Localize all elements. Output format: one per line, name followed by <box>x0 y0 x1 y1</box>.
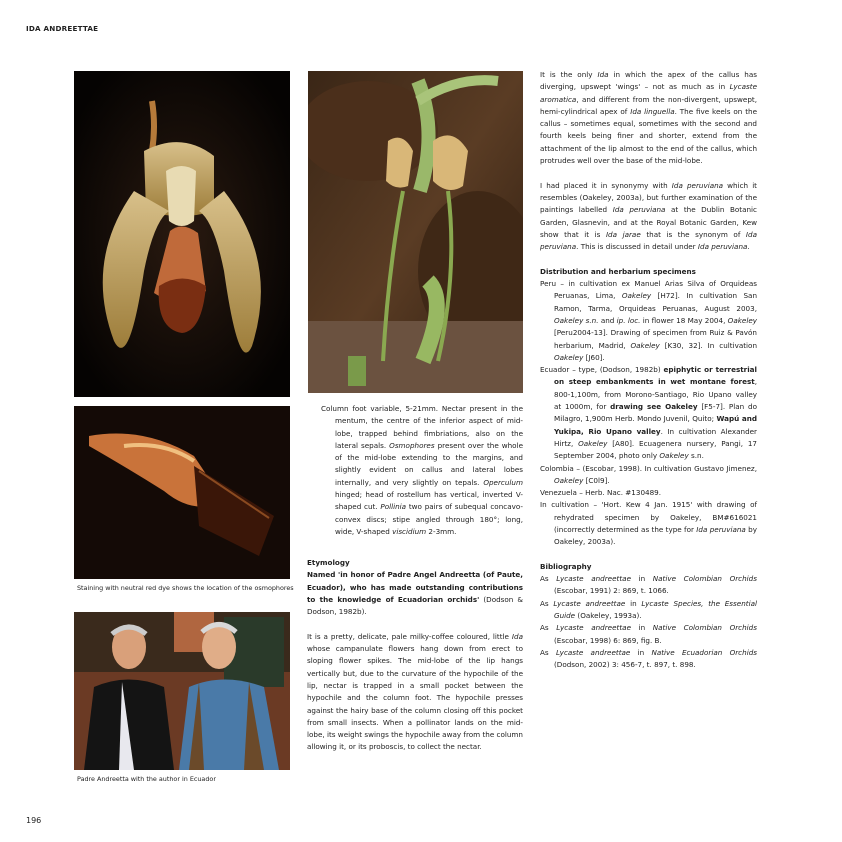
bibliography-entry: As Lycaste andreettae in Lycaste Species, the Essential Guide (Oakeley, 1993a). <box>540 598 757 621</box>
distribution-peru: Peru – in cultivation ex Manuel Arias Silva of Orquideas Peruanas, Lima, Oakeley [H72]. In cultivation San Ramon, Tarma, Orquideas Peruanas, August 2003, Oakeley s.n. and ip. loc. in flower 18 May 2004, Oakeley [Peru2004-13]. Drawing of specimen from Ruiz & Pavón herbarium, Madrid, Oakeley [K30, 32]. In cultivation Oakeley [J60]. <box>540 279 757 362</box>
distribution-cultivation: In cultivation – 'Hort. Kew 4 Jan. 1915' with drawing of rehydrated specimen by Oakeley, BM#616021 (incorrectly determined as the type for Ida peruviana by Oakeley, 2003a). <box>540 500 757 547</box>
bibliography-entry: As Lycaste andreettae in Native Colombian Orchids (Escobar, 1991) 2: 869, t. 1066. <box>540 574 757 596</box>
flower-closeup-photo <box>74 71 290 397</box>
bibliography-heading: Bibliography <box>540 561 592 571</box>
people-caption: Padre Andreetta with the author in Ecuador <box>77 775 216 783</box>
middle-column <box>321 403 523 538</box>
distribution-colombia: Colombia – (Escobar, 1998). In cultivation Gustavo Jimenez, Oakeley [C0l9]. <box>540 463 757 485</box>
general-description: It is a pretty, delicate, pale milky-coffee coloured, little Ida whose campanulate flowers hang down from erect to sloping flower spikes. The mid-lobe of the lip hangs vertically but, due to the curvature of the hypochile of the lip, nectar is trapped in a small pocket between the hypochile and the column foot. The hypochile presses against the hairy base of the column closing off this pocket from small insects. When a pollinator lands on the mid-lobe, its weight swings the hypochile away from the column allowing it, or its proboscis, to collect the nectar. <box>307 631 523 752</box>
bibliography-entry: As Lycaste andreettae in Native Ecuadorian Orchids (Dodson, 2002) 3: 456-7, t. 897, t. 898. <box>540 647 757 670</box>
page-number: 196 <box>26 816 42 825</box>
column-description: Column foot variable, 5-21mm. Nectar present in the mentum, the centre of the inferior aspect of mid-lobe, trapped behind fimbriations, also on the lateral sepals. Osmophores present over the whole of the mid-lobe extending to the margins, and slightly evident on callus and lateral lobes internally, and very slightly on tepals. Operculum hinged; head of rostellum has vertical, inverted V-shaped cut. Pollinia two pairs of subequal concavo-convex discs; stipe angled through 180°; long, wide, V-shaped viscidium 2-3mm. <box>321 404 523 536</box>
bibliography-entry: As Lycaste andreettae in Native Colombian Orchids (Escobar, 1998) 6: 869, fig. B. <box>540 623 757 645</box>
synonymy-paragraph: I had placed it in synonymy with Ida peruviana which it resembles (Oakeley, 2003a), but further examination of the paintings labelled Ida peruviana at the Dublin Botanic Garden, Glasnevin, and at the Royal Botanic Garden, Kew show that it is Ida jarae that is the synonym of Ida peruviana. This is discussed in detail under Ida peruviana. <box>540 180 758 252</box>
distribution-ecuador: Ecuador – type, (Dodson, 1982b) epiphytic or terrestrial on steep embankments in wet montane forest, 800-1,100m, from Morono-Santiago, Rio Upano valley at 1000m, for drawing see Oakeley [F5-7]. Plan do Milagro, 1,900m Herb. Mondo Juvenil, Quito; Wapú and Yukipa, Rio Upano valley. In cultivation Alexander Hirtz, Oakeley [A80]. Ecuagenera nursery, Pangi, 17 September 2004, photo only Oakeley s.n. <box>540 365 758 461</box>
etymology-text: Named 'in honor of Padre Angel Andreetta (of Paute, Ecuador), who has made outstanding contributions to the knowledge of Ecuadorian orchids' (Dodson & Dodson, 1982b). <box>307 570 524 617</box>
middle-lower-column <box>307 557 523 754</box>
running-head: IDA ANDREETTAE <box>26 24 99 33</box>
callus-paragraph: It is the only Ida in which the apex of the callus has diverging, upswept 'wings' – not as much as in Lycaste aromatica, and different from the non-divergent, upswept, hemi-cylindrical apex of Ida linguella. The five keels on the callus – sometimes equal, sometimes with the second and fourth keels being finer and shorter, extend from the attachment of the lip almost to the end of the callus, which protrudes well over the base of the mid-lobe. <box>540 70 757 166</box>
stained-flower-photo <box>74 406 290 579</box>
stain-caption: Staining with neutral red dye shows the location of the osmophores <box>77 584 294 592</box>
distribution-heading: Distribution and herbarium specimens <box>540 266 696 276</box>
etymology-heading: Etymology <box>307 558 350 567</box>
people-photo <box>74 612 290 770</box>
right-column <box>540 69 757 672</box>
plant-habitat-photo <box>308 71 523 393</box>
distribution-venezuela: Venezuela – Herb. Nac. #130489. <box>540 488 662 498</box>
